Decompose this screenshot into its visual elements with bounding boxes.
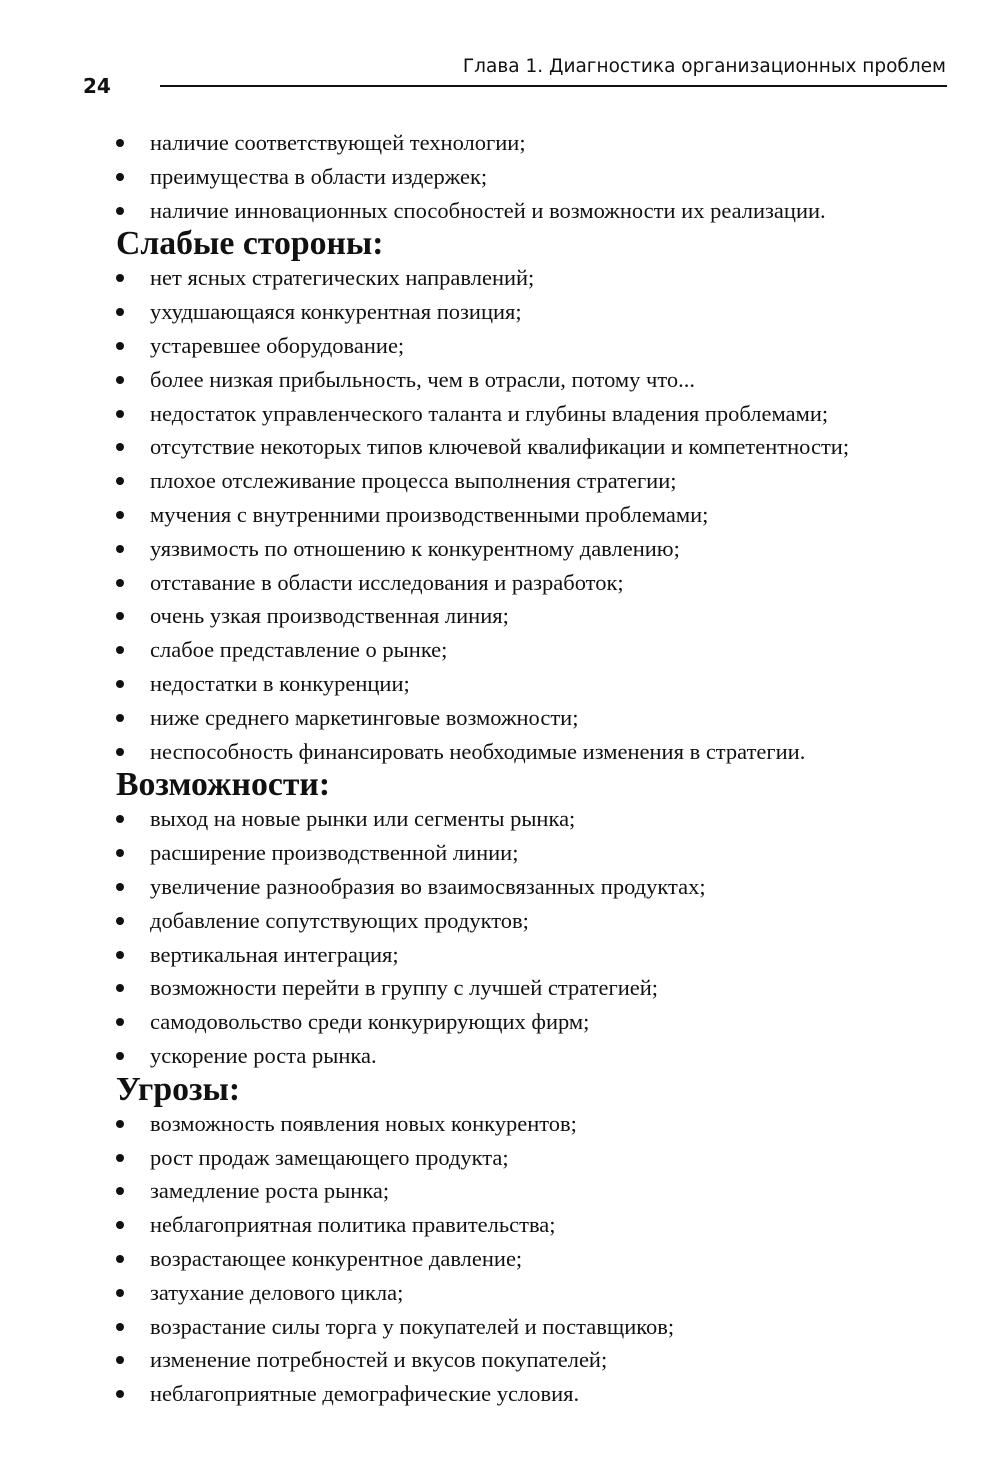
list-item	[116, 836, 946, 870]
bullet-icon	[116, 1120, 124, 1128]
list-item	[116, 126, 946, 160]
list-item-text: более низкая прибыльность, чем в отрасли, потому что...	[150, 366, 695, 392]
list-item	[116, 870, 946, 904]
bullet-icon	[116, 443, 124, 451]
bullet-icon	[116, 173, 124, 181]
bullet-icon	[116, 1323, 124, 1331]
list-item	[116, 1174, 946, 1208]
list-item-text: слабое представление о рынке;	[150, 637, 448, 663]
list-item-text: вертикальная интеграция;	[150, 941, 399, 967]
bullet-icon	[116, 1018, 124, 1026]
bullet-icon	[116, 1221, 124, 1229]
list-item-text: недостаток управленческого таланта и глубины владения проблемами;	[150, 400, 829, 426]
list-item-text: уязвимость по отношению к конкурентному давлению;	[150, 535, 680, 561]
list-item	[116, 329, 946, 363]
bullet-icon	[116, 1390, 124, 1398]
bullet-icon	[116, 849, 124, 857]
list-item	[116, 464, 946, 498]
list-item-text: возрастание силы торга у покупателей и поставщиков;	[150, 1313, 675, 1339]
bullet-icon	[116, 748, 124, 756]
list-item	[116, 1107, 946, 1141]
bullet-list	[116, 261, 946, 768]
list-item	[116, 363, 946, 397]
running-title: Глава 1. Диагностика организационных проблем	[462, 56, 946, 77]
section-title: Угрозы:	[116, 1070, 241, 1108]
page-number: 24	[83, 74, 111, 98]
list-item-text: возможность появления новых конкурентов;	[150, 1110, 577, 1136]
bullet-icon	[116, 308, 124, 316]
bullet-icon	[116, 714, 124, 722]
list-item	[116, 701, 946, 735]
list-item-text: рост продаж замещающего продукта;	[150, 1144, 509, 1170]
list-item	[116, 904, 946, 938]
list-item-text: нет ясных стратегических направлений;	[150, 265, 535, 291]
list-item	[116, 667, 946, 701]
bullet-icon	[116, 1052, 124, 1060]
bullet-list	[116, 802, 946, 1072]
bullet-icon	[116, 545, 124, 553]
bullet-icon	[116, 342, 124, 350]
list-item-text: ускорение роста рынка.	[150, 1042, 377, 1068]
list-item	[116, 735, 946, 769]
list-item-text: изменение потребностей и вкусов покупателей;	[150, 1347, 608, 1373]
bullet-icon	[116, 410, 124, 418]
list-item	[116, 1310, 946, 1344]
list-item-text: замедление роста рынка;	[150, 1178, 390, 1204]
bullet-icon	[116, 376, 124, 384]
list-item-text: устаревшее оборудование;	[150, 332, 405, 358]
list-item-text: расширение производственной линии;	[150, 840, 519, 866]
section-threats	[116, 1070, 946, 1411]
list-item	[116, 261, 946, 295]
list-item-text: неспособность финансировать необходимые изменения в стратегии.	[150, 738, 806, 764]
list-item-text: увеличение разнообразия во взаимосвязанных продуктах;	[150, 873, 706, 899]
list-item-text: очень узкая производственная линия;	[150, 603, 509, 629]
list-item	[116, 194, 946, 228]
bullet-list	[116, 1107, 946, 1411]
list-item	[116, 498, 946, 532]
section-opportunities	[116, 768, 946, 1072]
bullet-list	[116, 126, 946, 227]
bullet-icon	[116, 139, 124, 147]
list-item	[116, 1141, 946, 1175]
list-item-text: затухание делового цикла;	[150, 1279, 404, 1305]
list-item-text: возрастающее конкурентное давление;	[150, 1245, 523, 1271]
list-item	[116, 295, 946, 329]
bullet-icon	[116, 1187, 124, 1195]
list-item-text: добавление сопутствующих продуктов;	[150, 907, 529, 933]
bullet-icon	[116, 1255, 124, 1263]
page-header	[0, 0, 1000, 100]
bullet-icon	[116, 1289, 124, 1297]
list-item	[116, 532, 946, 566]
bullet-icon	[116, 984, 124, 992]
page-content	[116, 126, 946, 1411]
header-rule	[160, 85, 947, 87]
bullet-icon	[116, 207, 124, 215]
list-item	[116, 430, 946, 464]
bullet-icon	[116, 612, 124, 620]
bullet-icon	[116, 815, 124, 823]
list-item-text: выход на новые рынки или сегменты рынка;	[150, 806, 576, 832]
section-weaknesses	[116, 227, 946, 768]
list-item-text: возможности перейти в группу с лучшей стратегией;	[150, 975, 659, 1001]
list-item	[116, 1005, 946, 1039]
section-title: Возможности:	[116, 766, 331, 804]
list-item	[116, 566, 946, 600]
list-item	[116, 633, 946, 667]
list-item-text: ниже среднего маркетинговые возможности;	[150, 704, 579, 730]
list-item	[116, 397, 946, 431]
bullet-icon	[116, 477, 124, 485]
list-item-text: неблагоприятные демографические условия.	[150, 1381, 580, 1407]
list-item	[116, 971, 946, 1005]
list-item-text: отставание в области исследования и разработок;	[150, 569, 624, 595]
list-item-text: преимущества в области издержек;	[150, 163, 488, 189]
section-strengths-continued	[116, 126, 946, 227]
bullet-icon	[116, 951, 124, 959]
list-item-text: ухудшающаяся конкурентная позиция;	[150, 299, 522, 325]
bullet-icon	[116, 274, 124, 282]
list-item	[116, 1208, 946, 1242]
list-item-text: неблагоприятная политика правительства;	[150, 1212, 556, 1238]
bullet-icon	[116, 511, 124, 519]
bullet-icon	[116, 1154, 124, 1162]
bullet-icon	[116, 883, 124, 891]
list-item-text: отсутствие некоторых типов ключевой квалификации и компетентности;	[150, 434, 850, 460]
list-item-text: наличие инновационных способностей и возможности их реализации.	[150, 197, 826, 223]
list-item	[116, 160, 946, 194]
list-item-text: самодовольство среди конкурирующих фирм;	[150, 1009, 590, 1035]
list-item	[116, 938, 946, 972]
bullet-icon	[116, 579, 124, 587]
list-item	[116, 1242, 946, 1276]
section-title: Слабые стороны:	[116, 225, 384, 263]
list-item	[116, 802, 946, 836]
list-item	[116, 1377, 946, 1411]
list-item-text: недостатки в конкуренции;	[150, 670, 410, 696]
bullet-icon	[116, 917, 124, 925]
list-item	[116, 1039, 946, 1073]
bullet-icon	[116, 646, 124, 654]
list-item-text: плохое отслеживание процесса выполнения стратегии;	[150, 468, 677, 494]
bullet-icon	[116, 1356, 124, 1364]
list-item	[116, 1276, 946, 1310]
list-item	[116, 599, 946, 633]
list-item	[116, 1343, 946, 1377]
list-item-text: мучения с внутренними производственными проблемами;	[150, 501, 709, 527]
list-item-text: наличие соответствующей технологии;	[150, 130, 526, 155]
bullet-icon	[116, 680, 124, 688]
